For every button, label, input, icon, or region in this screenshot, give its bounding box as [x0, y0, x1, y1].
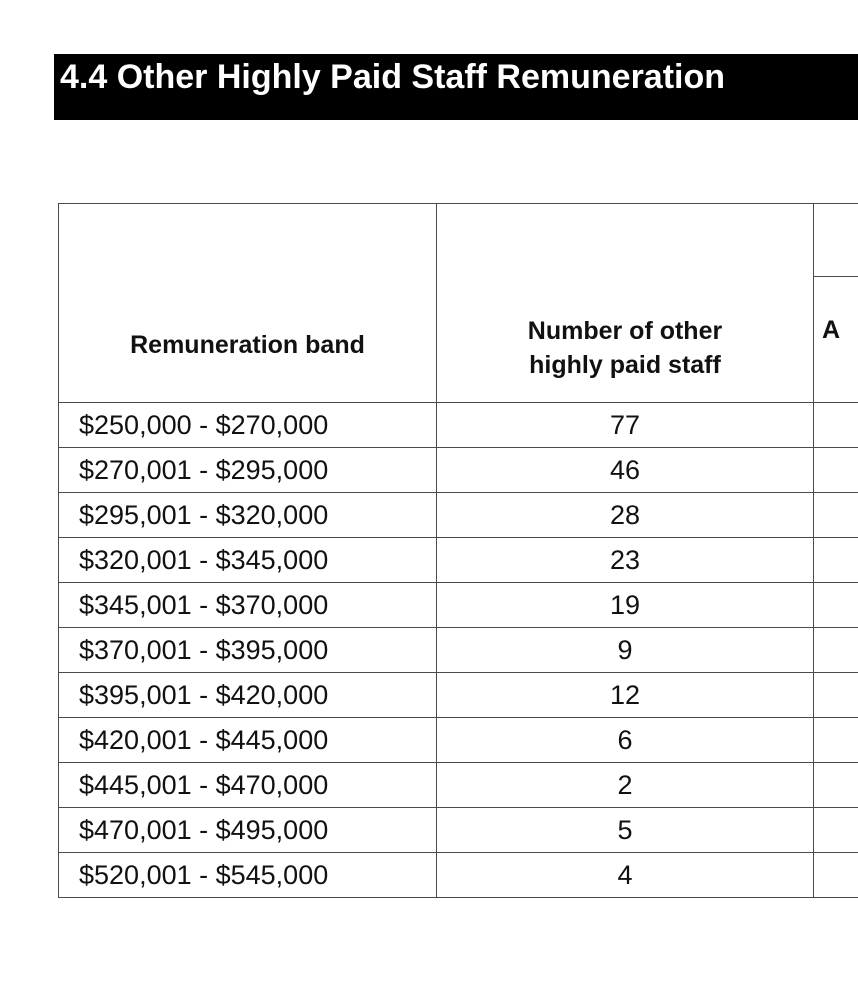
remuneration-band-cell: $345,001 - $370,000 — [59, 583, 437, 628]
remuneration-band-cell: $295,001 - $320,000 — [59, 493, 437, 538]
table-row — [59, 853, 858, 898]
column-header-partial: A — [814, 277, 858, 403]
partial-column-cell — [814, 853, 858, 898]
remuneration-table — [58, 203, 858, 898]
staff-count-cell: 6 — [437, 718, 814, 763]
staff-count-cell: 23 — [437, 538, 814, 583]
remuneration-band-cell: $250,000 - $270,000 — [59, 403, 437, 448]
staff-count-cell: 9 — [437, 628, 814, 673]
partial-column-cell — [814, 448, 858, 493]
staff-count-cell: 77 — [437, 403, 814, 448]
partial-column-cell — [814, 538, 858, 583]
staff-count-cell: 46 — [437, 448, 814, 493]
staff-count-cell: 28 — [437, 493, 814, 538]
column-header-band: Remuneration band — [59, 204, 437, 403]
remuneration-band-cell: $270,001 - $295,000 — [59, 448, 437, 493]
table-row — [59, 808, 858, 853]
remuneration-band-cell: $395,001 - $420,000 — [59, 673, 437, 718]
partial-column-cell — [814, 673, 858, 718]
remuneration-band-cell: $470,001 - $495,000 — [59, 808, 437, 853]
remuneration-band-cell: $520,001 - $545,000 — [59, 853, 437, 898]
staff-count-cell: 4 — [437, 853, 814, 898]
partial-column-cell — [814, 808, 858, 853]
partial-column-cell — [814, 493, 858, 538]
table-row — [59, 628, 858, 673]
partial-column-cell — [814, 583, 858, 628]
table-row — [59, 538, 858, 583]
staff-count-cell: 19 — [437, 583, 814, 628]
partial-column-cell — [814, 628, 858, 673]
section-heading: 4.4 Other Highly Paid Staff Remuneration — [54, 54, 858, 120]
table-row — [59, 763, 858, 808]
partial-column-cell — [814, 718, 858, 763]
partial-column-cell — [814, 763, 858, 808]
staff-count-cell: 5 — [437, 808, 814, 853]
table-row — [59, 493, 858, 538]
staff-count-cell: 12 — [437, 673, 814, 718]
column-header-partial-group — [814, 204, 858, 277]
table-row — [59, 673, 858, 718]
remuneration-band-cell: $445,001 - $470,000 — [59, 763, 437, 808]
staff-count-cell: 2 — [437, 763, 814, 808]
partial-column-cell — [814, 403, 858, 448]
remuneration-band-cell: $320,001 - $345,000 — [59, 538, 437, 583]
table-row — [59, 448, 858, 493]
table-body — [59, 403, 858, 898]
table-row — [59, 583, 858, 628]
column-header-count-line1: Number of other — [527, 317, 723, 345]
column-header-count-line2: highly paid staff — [529, 351, 721, 379]
table-row — [59, 718, 858, 763]
column-header-count — [437, 204, 814, 403]
table-row — [59, 403, 858, 448]
remuneration-band-cell: $370,001 - $395,000 — [59, 628, 437, 673]
remuneration-band-cell: $420,001 - $445,000 — [59, 718, 437, 763]
